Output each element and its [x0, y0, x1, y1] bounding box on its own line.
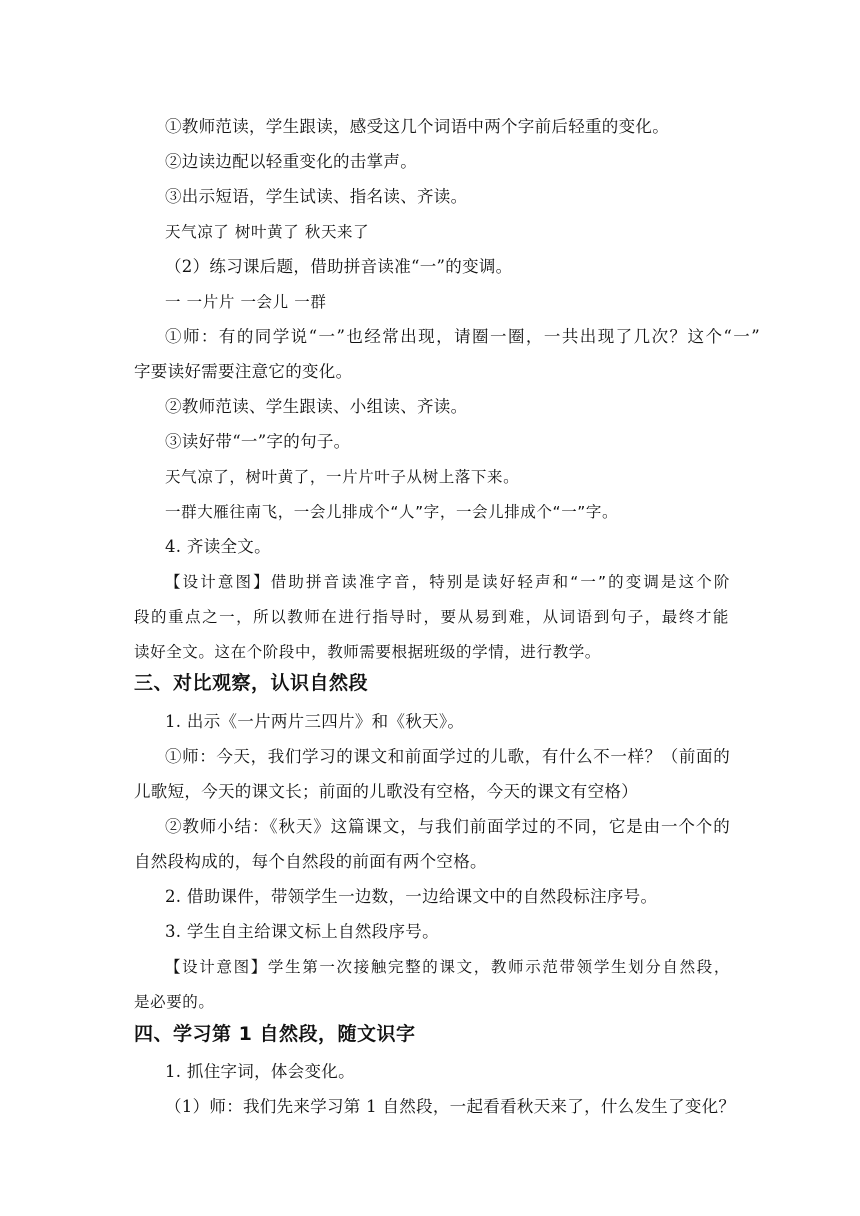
- text-line: ③读好带“一”字的句子。: [165, 432, 351, 451]
- example-words: 一 一片片 一会儿 一群: [165, 293, 327, 311]
- text-line: 1. 抓住字词，体会变化。: [165, 1062, 355, 1081]
- text-line: 字要读好需要注意它的变化。: [134, 362, 353, 381]
- text-line: ②教师小结：《秋天》这篇课文，与我们前面学过的不同，它是由一个个的: [165, 817, 730, 836]
- example-sentence: 天气凉了，树叶黄了，一片片叶子从树上落下来。: [165, 468, 520, 486]
- example-sentence: 一群大雁往南飞，一会儿排成个“人”字，一会儿排成个“一”字。: [165, 503, 619, 521]
- text-line: 2. 借助课件，带领学生一边数，一边给课文中的自然段标注序号。: [165, 887, 658, 906]
- text-line: ①师：今天，我们学习的课文和前面学过的儿歌，有什么不一样？（前面的: [165, 747, 730, 766]
- text-line: ③出示短语，学生试读、指名读、齐读。: [165, 187, 468, 206]
- design-intent: 读好全文。这在个阶段中，教师需要根据班级的学情，进行教学。: [134, 643, 601, 661]
- text-line: （2）练习课后题，借助拼音读准“一”的变调。: [165, 257, 513, 276]
- design-intent: 段的重点之一，所以教师在进行指导时，要从易到难，从词语到句子，最终才能: [134, 608, 729, 626]
- design-intent: 【设计意图】学生第一次接触完整的课文，教师示范带领学生划分自然段，: [165, 958, 730, 976]
- example-phrases: 天气凉了 树叶黄了 秋天来了: [165, 223, 370, 241]
- text-line: ①师：有的同学说“一”也经常出现，请圈一圈，一共出现了几次？这个“一”: [165, 327, 760, 346]
- text-line: 自然段构成的，每个自然段的前面有两个空格。: [134, 852, 487, 871]
- design-intent: 是必要的。: [134, 993, 215, 1011]
- text-line: ②教师范读、学生跟读、小组读、齐读。: [165, 397, 468, 416]
- text-line: ①教师范读，学生跟读，感受这几个词语中两个字前后轻重的变化。: [165, 117, 669, 136]
- section-heading: 四、学习第 1 自然段，随文识字: [134, 1023, 416, 1045]
- text-line: ②边读边配以轻重变化的击掌声。: [165, 152, 417, 171]
- text-line: 4. 齐读全文。: [165, 537, 271, 556]
- text-line: 3. 学生自主给课文标上自然段序号。: [165, 922, 439, 941]
- design-intent: 【设计意图】借助拼音读准字音，特别是读好轻声和“一”的变调是这个阶: [165, 573, 730, 591]
- text-line: 1. 出示《一片两片三四片》和《秋天》。: [165, 712, 465, 731]
- section-heading: 三、对比观察，认识自然段: [134, 672, 369, 694]
- text-line: （1）师：我们先来学习第 1 自然段，一起看看秋天来了，什么发生了变化？: [165, 1097, 736, 1116]
- text-line: 儿歌短，今天的课文长；前面的儿歌没有空格，今天的课文有空格）: [134, 782, 638, 801]
